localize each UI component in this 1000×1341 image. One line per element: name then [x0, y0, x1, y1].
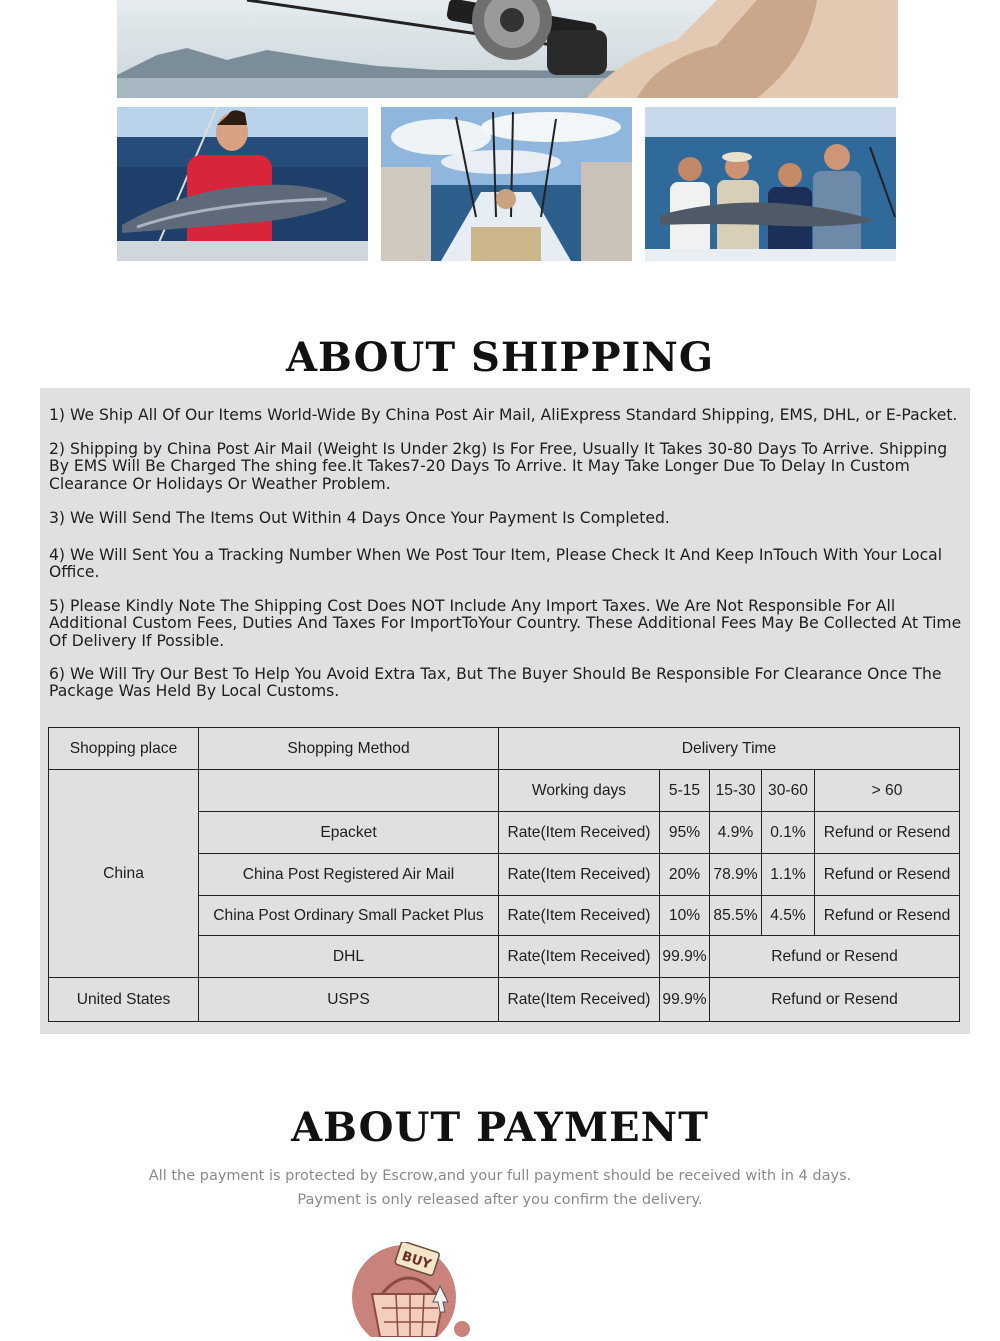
shipping-item-5: 5) Please Kindly Note The Shipping Cost Does NOT Include Any Import Taxes. We Are Not Responsible For All Additional Custom Fees, Duties And Taxes For ImportToYour Country. These Additional Fees May Be Collected At Time Of Delivery If Possible. — [49, 597, 962, 650]
period-working-days: Working days — [499, 770, 660, 812]
rate-label-cell: Rate(Item Received) — [499, 978, 660, 1022]
shipping-item-2: 2) Shipping by China Post Air Mail (Weight Is Under 2kg) Is For Free, Usually It Takes 30-80 Days To Arrive. Shipping By EMS Will Be Charged The shing fee.It Takes7-20 Days To Arrive. It May Take Longer Due To Delay In Custom Clearance Or Holidays Or Weather Problem. — [49, 440, 948, 493]
shipping-title: ABOUT SHIPPING — [286, 334, 714, 381]
payment-title: ABOUT PAYMENT — [291, 1104, 709, 1151]
method-cell: China Post Registered Air Mail — [199, 854, 499, 896]
buy-tag-label: BUY — [399, 1249, 434, 1273]
refund-cell: Refund or Resend — [815, 854, 960, 896]
shipping-table — [48, 727, 960, 1022]
rate-label-cell: Rate(Item Received) — [499, 936, 660, 978]
rate-value-cell: 1.1% — [762, 854, 815, 896]
refund-cell: Refund or Resend — [815, 812, 960, 854]
boat-fishing-rods-photo — [381, 107, 632, 261]
rate-value-cell: 4.9% — [710, 812, 762, 854]
shipping-item-6: 6) We Will Try Our Best To Help You Avoid Extra Tax, But The Buyer Should Be Responsible For Clearance Once The Package Was Held By Local Customs. — [49, 665, 942, 701]
shopping-basket-icon — [352, 1242, 477, 1337]
shipping-item-1: 1) We Ship All Of Our Items World-Wide By China Post Air Mail, AliExpress Standard Shipping, EMS, DHL, or E-Packet. — [49, 406, 958, 424]
header-delivery-time: Delivery Time — [499, 728, 960, 770]
rate-label-cell: Rate(Item Received) — [499, 896, 660, 936]
rate-value-cell: 10% — [660, 896, 710, 936]
man-holding-fish-photo — [117, 107, 368, 261]
rate-value-cell: 85.5% — [710, 896, 762, 936]
refund-cell: Refund or Resend — [710, 936, 960, 978]
empty-method-cell — [199, 770, 499, 812]
place-united-states: United States — [49, 978, 199, 1022]
method-cell: Epacket — [199, 812, 499, 854]
period-over-60: > 60 — [815, 770, 960, 812]
place-china: China — [49, 770, 199, 978]
payment-description-line-1: All the payment is protected by Escrow,and your full payment should be received with in 4 days. — [148, 1168, 852, 1184]
period-15-30: 15-30 — [710, 770, 762, 812]
period-30-60: 30-60 — [762, 770, 815, 812]
rate-value-cell: 78.9% — [710, 854, 762, 896]
header-shopping-place: Shopping place — [49, 728, 199, 770]
rate-value-cell: 20% — [660, 854, 710, 896]
method-cell: DHL — [199, 936, 499, 978]
rate-value-cell: 99.9% — [660, 936, 710, 978]
rate-label-cell: Rate(Item Received) — [499, 854, 660, 896]
period-5-15: 5-15 — [660, 770, 710, 812]
rate-label-cell: Rate(Item Received) — [499, 812, 660, 854]
group-holding-fish-photo — [645, 107, 896, 261]
rate-value-cell: 95% — [660, 812, 710, 854]
shipping-item-4: 4) We Will Sent You a Tracking Number When We Post Tour Item, Please Check It And Keep InTouch With Your Local Office. — [49, 546, 943, 582]
rate-value-cell: 99.9% — [660, 978, 710, 1022]
refund-cell: Refund or Resend — [815, 896, 960, 936]
shipping-item-3: 3) We Will Send The Items Out Within 4 Days Once Your Payment Is Completed. — [49, 509, 670, 527]
table-row — [49, 978, 960, 1022]
refund-cell: Refund or Resend — [710, 978, 960, 1022]
fishing-reel-photo — [117, 0, 898, 98]
method-cell: China Post Ordinary Small Packet Plus — [199, 896, 499, 936]
method-cell: USPS — [199, 978, 499, 1022]
header-shopping-method: Shopping Method — [199, 728, 499, 770]
payment-description-line-2: Payment is only released after you confirm the delivery. — [297, 1192, 703, 1208]
rate-value-cell: 4.5% — [762, 896, 815, 936]
rate-value-cell: 0.1% — [762, 812, 815, 854]
